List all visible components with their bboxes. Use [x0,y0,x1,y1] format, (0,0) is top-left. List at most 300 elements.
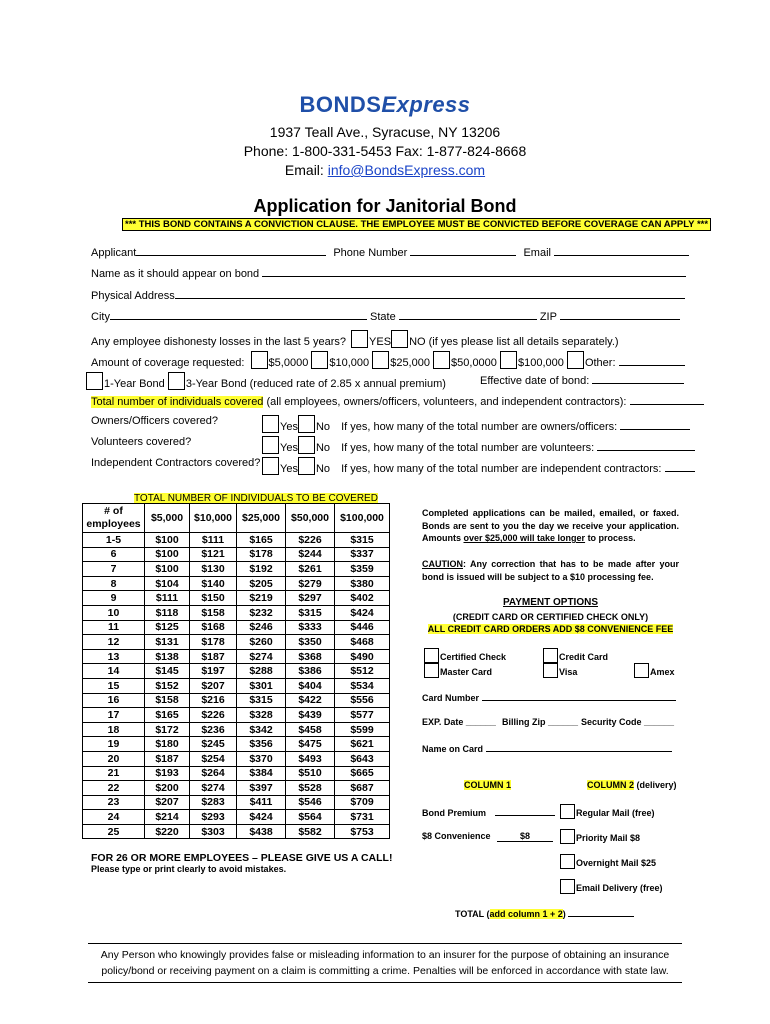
rate-cell: $100 [145,547,190,562]
submission-info [422,507,679,545]
volunteers-no-label: No [315,442,331,454]
credit-card-option [543,648,608,663]
amex-checkbox[interactable] [634,663,649,678]
overnight-mail-checkbox[interactable] [560,854,575,869]
rate-cell: $621 [335,737,390,752]
contractors-no-label: No [315,463,331,475]
volunteers-count-field[interactable] [597,440,695,451]
physical-address-label: Physical Address [91,290,175,302]
effective-date-row [480,373,684,387]
amex-option [634,663,675,678]
rate-cell: $510 [286,766,335,781]
volunteers-row [91,436,191,448]
volunteers-question: If yes, how many of the total number are volunteers: [341,442,595,454]
rate-cell: $207 [190,678,237,693]
name-on-card-field[interactable] [486,742,672,752]
submission-underlined: over $25,000 will take longer [463,533,586,543]
rates-table-title: TOTAL NUMBER OF INDIVIDUALS TO BE COVERED [134,493,378,504]
logo-express-text: Express [381,92,471,117]
rates-header-row [83,504,390,533]
rate-cell: $424 [335,605,390,620]
regular-mail-label: Regular Mail (free) [576,808,655,818]
billing-zip-label[interactable]: Billing Zip ______ [502,717,579,727]
rate-cell: $192 [237,562,286,577]
employee-count-cell: 20 [83,751,145,766]
rate-cell: $380 [335,576,390,591]
rate-cell: $397 [237,781,286,796]
column-header-10000: $10,000 [190,504,237,533]
owners-options [262,415,690,433]
rate-cell: $422 [286,693,335,708]
total-prefix: TOTAL ( [455,909,490,919]
effective-date-label: Effective date of bond: [480,375,590,387]
losses-no-checkbox[interactable] [391,330,408,348]
coverage-100000-label: $100,000 [517,357,564,369]
rate-cell: $512 [335,664,390,679]
rate-cell: $370 [237,751,286,766]
rate-cell: $342 [237,722,286,737]
rate-cell: $384 [237,766,286,781]
rate-cell: $288 [237,664,286,679]
state-field[interactable] [399,309,537,320]
employee-count-cell: 23 [83,795,145,810]
exp-date-label[interactable]: EXP. Date ______ [422,717,496,727]
employee-count-cell: 18 [83,722,145,737]
name-on-bond-field[interactable] [262,266,686,277]
rate-cell: $245 [190,737,237,752]
one-year-checkbox[interactable] [86,372,103,390]
regular-mail-option [560,804,655,819]
rate-cell: $564 [286,810,335,825]
payment-fee-note: ALL CREDIT CARD ORDERS ADD $8 CONVENIENCE FEE [427,624,674,634]
header-num-of: # of [104,505,123,517]
zip-field[interactable] [560,309,680,320]
rate-cell: $753 [335,824,390,839]
column2-suffix: (delivery) [634,780,677,790]
rate-cell: $534 [335,678,390,693]
employee-count-cell: 13 [83,649,145,664]
logo-bonds-text: BONDS [299,92,382,117]
applicant-label: Applicant [91,247,137,259]
owners-row [91,415,218,427]
payment-options-title: PAYMENT OPTIONS [502,597,598,608]
owners-yes-label: Yes [280,421,298,433]
master-card-option [424,663,492,678]
rate-cell: $111 [145,591,190,606]
visa-label: Visa [559,667,578,677]
bond-premium-row [422,806,555,818]
total-row [455,907,634,919]
phone-number-field[interactable] [410,245,516,256]
contractors-count-field[interactable] [665,461,695,472]
one-year-label: 1-Year Bond [104,378,165,390]
coverage-row [91,351,685,369]
rate-cell: $165 [145,708,190,723]
coverage-5000-label: $5,0000 [268,357,309,369]
rate-cell: $402 [335,591,390,606]
column1-label: COLUMN 1 [464,780,511,790]
rate-cell: $577 [335,708,390,723]
employee-count-cell: 9 [83,591,145,606]
coverage-50000-checkbox[interactable] [433,351,450,369]
rate-cell: $205 [237,576,286,591]
rate-row [83,664,390,679]
visa-checkbox[interactable] [543,663,558,678]
email-label: Email: [284,162,328,178]
contractors-label: Independent Contractors covered? [91,457,261,469]
regular-mail-checkbox[interactable] [560,804,575,819]
volunteers-options [262,436,695,454]
coverage-25000-label: $25,000 [390,357,430,369]
overnight-mail-label: Overnight Mail $25 [576,858,657,868]
rate-cell: $283 [190,795,237,810]
rate-row [83,737,390,752]
contractors-yes-checkbox[interactable] [262,457,279,475]
rate-cell: $315 [335,533,390,548]
owners-question: If yes, how many of the total number are owners/officers: [341,421,618,433]
priority-mail-option [560,829,640,844]
losses-row [91,330,619,348]
contractors-row [91,457,260,469]
company-email-line [0,162,770,178]
rate-cell: $178 [237,547,286,562]
volunteers-no-checkbox[interactable] [298,436,315,454]
caution-text: : Any correction that has to be made after your bond is issued will be subject to a $10 processing fee. [422,559,679,582]
rate-cell: $446 [335,620,390,635]
applicant-field[interactable] [136,245,326,256]
rate-cell: $158 [190,605,237,620]
bond-premium-label: Bond Premium [422,808,487,818]
contractors-yes-label: Yes [280,463,298,475]
print-note: Please type or print clearly to avoid mistakes. [91,864,287,874]
rate-cell: $100 [145,533,190,548]
rate-cell: $219 [237,591,286,606]
rate-row [83,635,390,650]
convenience-value: $8 [497,831,553,842]
overnight-mail-option [560,854,656,869]
conviction-warning: *** THIS BOND CONTAINS A CONVICTION CLAUSE. THE EMPLOYEE MUST BE CONVICTED BEFORE COVERAGE CAN APPLY *** [122,218,711,231]
rate-cell: $226 [190,708,237,723]
rate-cell: $458 [286,722,335,737]
zip-label: ZIP [539,311,557,323]
contractors-question: If yes, how many of the total number are independent contractors: [341,463,662,475]
total-individuals-field[interactable] [630,394,704,405]
rate-cell: $490 [335,649,390,664]
rate-cell: $145 [145,664,190,679]
rate-cell: $261 [286,562,335,577]
rate-cell: $178 [190,635,237,650]
rate-row [83,824,390,839]
rate-cell: $439 [286,708,335,723]
rate-cell: $731 [335,810,390,825]
rate-cell: $150 [190,591,237,606]
rate-cell: $356 [237,737,286,752]
rate-cell: $197 [190,664,237,679]
employee-count-cell: 11 [83,620,145,635]
caution-info [422,558,679,583]
rate-cell: $226 [286,533,335,548]
rate-row [83,708,390,723]
rate-cell: $643 [335,751,390,766]
contractors-options [262,457,695,475]
name-on-bond-label: Name as it should appear on bond [91,268,260,280]
rate-cell: $152 [145,678,190,693]
master-card-label: Master Card [440,667,493,677]
rate-cell: $244 [286,547,335,562]
company-address: 1937 Teall Ave., Syracuse, NY 13206 [269,124,501,140]
payment-options-sub: (CREDIT CARD OR CERTIFIED CHECK ONLY) [452,612,649,622]
city-field[interactable] [110,309,367,320]
rate-cell: $216 [190,693,237,708]
coverage-25000-checkbox[interactable] [372,351,389,369]
rate-cell: $193 [145,766,190,781]
rate-cell: $100 [145,562,190,577]
total-individuals-row [91,394,704,408]
rate-cell: $303 [190,824,237,839]
rate-row [83,810,390,825]
employee-count-cell: 14 [83,664,145,679]
column1-row [464,780,511,790]
company-phone: Phone: 1-800-331-5453 Fax: 1-877-824-8668 [243,143,527,159]
rate-row [83,795,390,810]
certified-check-checkbox[interactable] [424,648,439,663]
rate-cell: $125 [145,620,190,635]
rate-cell: $118 [145,605,190,620]
rate-cell: $556 [335,693,390,708]
card-number-field[interactable] [482,691,676,701]
rate-cell: $232 [237,605,286,620]
rate-cell: $297 [286,591,335,606]
coverage-10000-checkbox[interactable] [311,351,328,369]
priority-mail-label: Priority Mail $8 [576,833,641,843]
email-delivery-checkbox[interactable] [560,879,575,894]
convenience-label: $8 Convenience [422,831,491,841]
rate-cell: $246 [237,620,286,635]
rate-cell: $158 [145,693,190,708]
rate-cell: $236 [190,722,237,737]
rate-cell: $328 [237,708,286,723]
employee-count-cell: 10 [83,605,145,620]
total-highlight: add column 1 + 2 [489,909,563,919]
coverage-50000-label: $50,0000 [451,357,497,369]
company-logo [0,92,770,118]
rate-cell: $337 [335,547,390,562]
volunteers-yes-label: Yes [280,442,298,454]
rate-cell: $187 [145,751,190,766]
employee-count-cell: 12 [83,635,145,650]
rate-row [83,766,390,781]
rate-cell: $315 [237,693,286,708]
master-card-checkbox[interactable] [424,663,439,678]
column2-label: COLUMN 2 [587,780,634,790]
coverage-other-checkbox[interactable] [567,351,584,369]
employee-count-cell: 21 [83,766,145,781]
coverage-label: Amount of coverage requested: [91,357,245,369]
rate-row [83,649,390,664]
three-year-checkbox[interactable] [168,372,185,390]
total-suffix: ) [562,909,566,919]
rate-cell: $220 [145,824,190,839]
contractors-no-checkbox[interactable] [298,457,315,475]
coverage-10000-label: $10,000 [329,357,370,369]
applicant-row [91,245,689,259]
rate-cell: $274 [237,649,286,664]
form-title: Application for Janitorial Bond [253,196,517,216]
rate-row [83,693,390,708]
rate-cell: $665 [335,766,390,781]
owners-no-label: No [315,421,331,433]
term-row [86,372,446,390]
total-individuals-label: Total number of individuals covered [91,396,264,408]
name-on-bond-row [91,266,686,280]
employee-count-cell: 7 [83,562,145,577]
employees-column-header [83,504,145,533]
coverage-other-field[interactable] [619,355,685,366]
email-link[interactable]: info@BondsExpress.com [327,162,486,178]
rate-cell: $582 [286,824,335,839]
rate-cell: $172 [145,722,190,737]
bond-premium-field[interactable] [495,806,555,816]
employee-count-cell: 6 [83,547,145,562]
name-on-card-label: Name on Card [422,744,484,754]
volunteers-label: Volunteers covered? [91,436,192,448]
rate-cell: $138 [145,649,190,664]
submission-text: Completed applications can be mailed, emailed, or faxed. Bonds are sent to you the day we receive your application. Amounts [422,508,679,543]
employee-count-cell: 1-5 [83,533,145,548]
visa-option [543,663,577,678]
state-label: State [370,311,396,323]
employee-count-cell: 17 [83,708,145,723]
rate-cell: $140 [190,576,237,591]
rate-row [83,547,390,562]
employee-count-cell: 24 [83,810,145,825]
volunteers-yes-checkbox[interactable] [262,436,279,454]
rate-cell: $404 [286,678,335,693]
rate-row [83,605,390,620]
rate-cell: $359 [335,562,390,577]
rate-cell: $687 [335,781,390,796]
credit-card-label: Credit Card [559,652,609,662]
rate-cell: $131 [145,635,190,650]
rate-cell: $599 [335,722,390,737]
rate-row [83,678,390,693]
certified-check-option [424,648,506,663]
rate-cell: $438 [237,824,286,839]
total-individuals-desc: (all employees, owners/officers, volunteers, and independent contractors): [263,396,627,408]
rate-cell: $411 [237,795,286,810]
email-field[interactable] [554,245,689,256]
employee-count-cell: 19 [83,737,145,752]
employee-count-cell: 15 [83,678,145,693]
rate-cell: $200 [145,781,190,796]
rate-cell: $130 [190,562,237,577]
rate-cell: $187 [190,649,237,664]
rate-cell: $315 [286,605,335,620]
credit-card-checkbox[interactable] [543,648,558,663]
rate-cell: $386 [286,664,335,679]
email-field-label: Email [523,247,551,259]
three-year-label: 3-Year Bond (reduced rate of 2.85 x annual premium) [185,378,446,390]
employee-count-cell: 25 [83,824,145,839]
rate-cell: $165 [237,533,286,548]
rate-row [83,781,390,796]
rate-cell: $214 [145,810,190,825]
priority-mail-checkbox[interactable] [560,829,575,844]
rate-cell: $121 [190,547,237,562]
city-row [91,309,680,323]
rate-cell: $293 [190,810,237,825]
losses-yes-label: YES [369,336,392,348]
email-delivery-label: Email Delivery (free) [576,883,663,893]
security-code-label[interactable]: Security Code ______ [581,717,675,727]
rate-cell: $180 [145,737,190,752]
rate-cell: $350 [286,635,335,650]
email-delivery-option [560,879,663,894]
header-employees: employees [86,518,141,530]
rate-row [83,533,390,548]
column2-row [587,780,677,790]
payment-fee-row [422,624,679,634]
rate-row [83,620,390,635]
owners-no-checkbox[interactable] [298,415,315,433]
rate-cell: $111 [190,533,237,548]
name-on-card-row [422,742,672,754]
rate-cell: $279 [286,576,335,591]
amex-label: Amex [650,667,675,677]
fraud-warning-line1: Any Person who knowingly provides false or misleading information to an insurer for the purpose of obtaining an insurance [100,949,670,961]
employee-count-cell: 8 [83,576,145,591]
rate-cell: $168 [190,620,237,635]
rate-cell: $333 [286,620,335,635]
convenience-row [422,831,553,842]
rate-row [83,722,390,737]
rate-cell: $424 [237,810,286,825]
rate-row [83,562,390,577]
column-header-5000: $5,000 [145,504,190,533]
rate-cell: $207 [145,795,190,810]
effective-date-field[interactable] [592,373,684,384]
rate-cell: $493 [286,751,335,766]
call-note: FOR 26 OR MORE EMPLOYEES – PLEASE GIVE US A CALL! [91,852,393,864]
owners-count-field[interactable] [620,419,690,430]
losses-question: Any employee dishonesty losses in the last 5 years? [91,336,346,348]
physical-address-field[interactable] [175,288,685,299]
losses-no-label: NO (if yes please list all details separately.) [409,336,619,348]
phone-number-label: Phone Number [333,247,408,259]
owners-yes-checkbox[interactable] [262,415,279,433]
rate-cell: $301 [237,678,286,693]
column-header-50000: $50,000 [286,504,335,533]
coverage-5000-checkbox[interactable] [251,351,268,369]
certified-check-label: Certified Check [440,652,507,662]
caution-label: CAUTION [422,559,463,569]
losses-yes-checkbox[interactable] [351,330,368,348]
rate-cell: $368 [286,649,335,664]
coverage-100000-checkbox[interactable] [500,351,517,369]
fraud-warning [88,943,682,983]
employee-count-cell: 16 [83,693,145,708]
physical-address-row [91,288,685,302]
card-number-label: Card Number [422,693,480,703]
rates-table [82,503,390,839]
employee-count-cell: 22 [83,781,145,796]
total-field[interactable] [568,907,634,917]
rate-cell: $475 [286,737,335,752]
rate-cell: $104 [145,576,190,591]
rate-row [83,591,390,606]
rate-cell: $709 [335,795,390,810]
owners-label: Owners/Officers covered? [91,415,218,427]
